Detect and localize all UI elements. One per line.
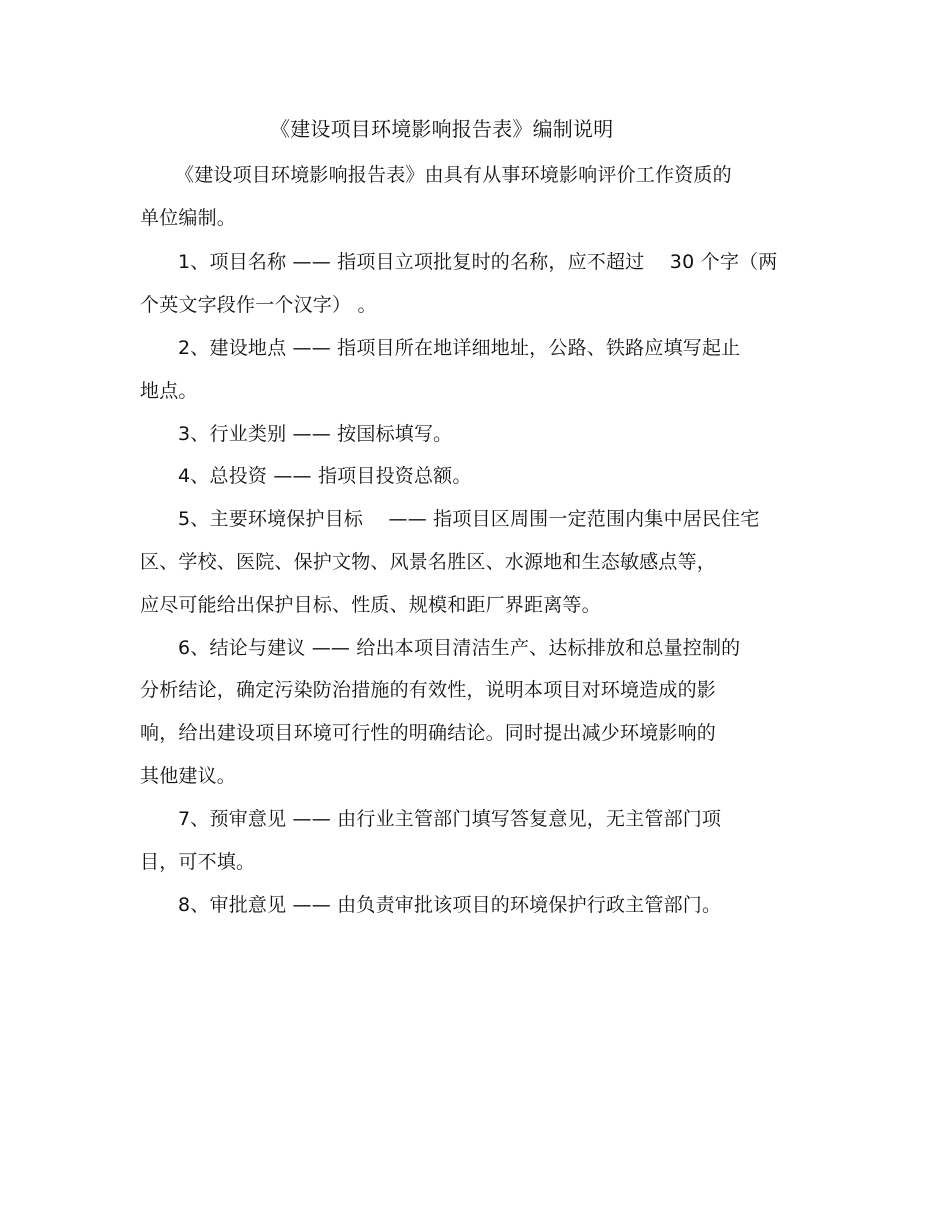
- paragraph-line: 1、项目名称 —— 指项目立项批复时的名称，应不超过 30 个字（两: [178, 251, 778, 273]
- paragraph-line: 区、学校、医院、保护文物、风景名胜区、水源地和生态敏感点等，: [140, 551, 717, 573]
- paragraph-line: 单位编制。: [140, 207, 237, 229]
- paragraph-line: 8、审批意见 —— 由负责审批该项目的环境保护行政主管部门。: [178, 894, 722, 916]
- paragraph-line: 7、预审意见 —— 由行业主管部门填写答复意见，无主管部门项: [178, 808, 722, 830]
- paragraph-line: 2、建设地点 —— 指项目所在地详细地址，公路、铁路应填写起止: [178, 337, 741, 359]
- paragraph-line: 3、行业类别 —— 按国标填写。: [178, 423, 453, 445]
- paragraph-line: 6、结论与建议 —— 给出本项目清洁生产、达标排放和总量控制的: [178, 637, 741, 659]
- paragraph-line: 应尽可能给出保护目标、性质、规模和距厂界距离等。: [140, 594, 601, 616]
- paragraph-line: 其他建议。: [140, 765, 237, 787]
- paragraph-line: 目，可不填。: [140, 851, 256, 873]
- paragraph-line: 地点。: [140, 380, 198, 402]
- paragraph-line: 5、主要环境保护目标 —— 指项目区周围一定范围内集中居民住宅: [178, 508, 760, 530]
- paragraph-line: 个英文字段作一个汉字） 。: [140, 294, 377, 316]
- paragraph-line: 分析结论，确定污染防治措施的有效性，说明本项目对环境造成的影: [140, 679, 717, 701]
- paragraph-line: 4、总投资 —— 指项目投资总额。: [178, 465, 472, 487]
- document-title: 《建设项目环境影响报告表》编制说明: [270, 117, 614, 141]
- paragraph-line: 《建设项目环境影响报告表》由具有从事环境影响评价工作资质的: [175, 164, 732, 186]
- paragraph-line: 响，给出建设项目环境可行性的明确结论。同时提出减少环境影响的: [140, 722, 717, 744]
